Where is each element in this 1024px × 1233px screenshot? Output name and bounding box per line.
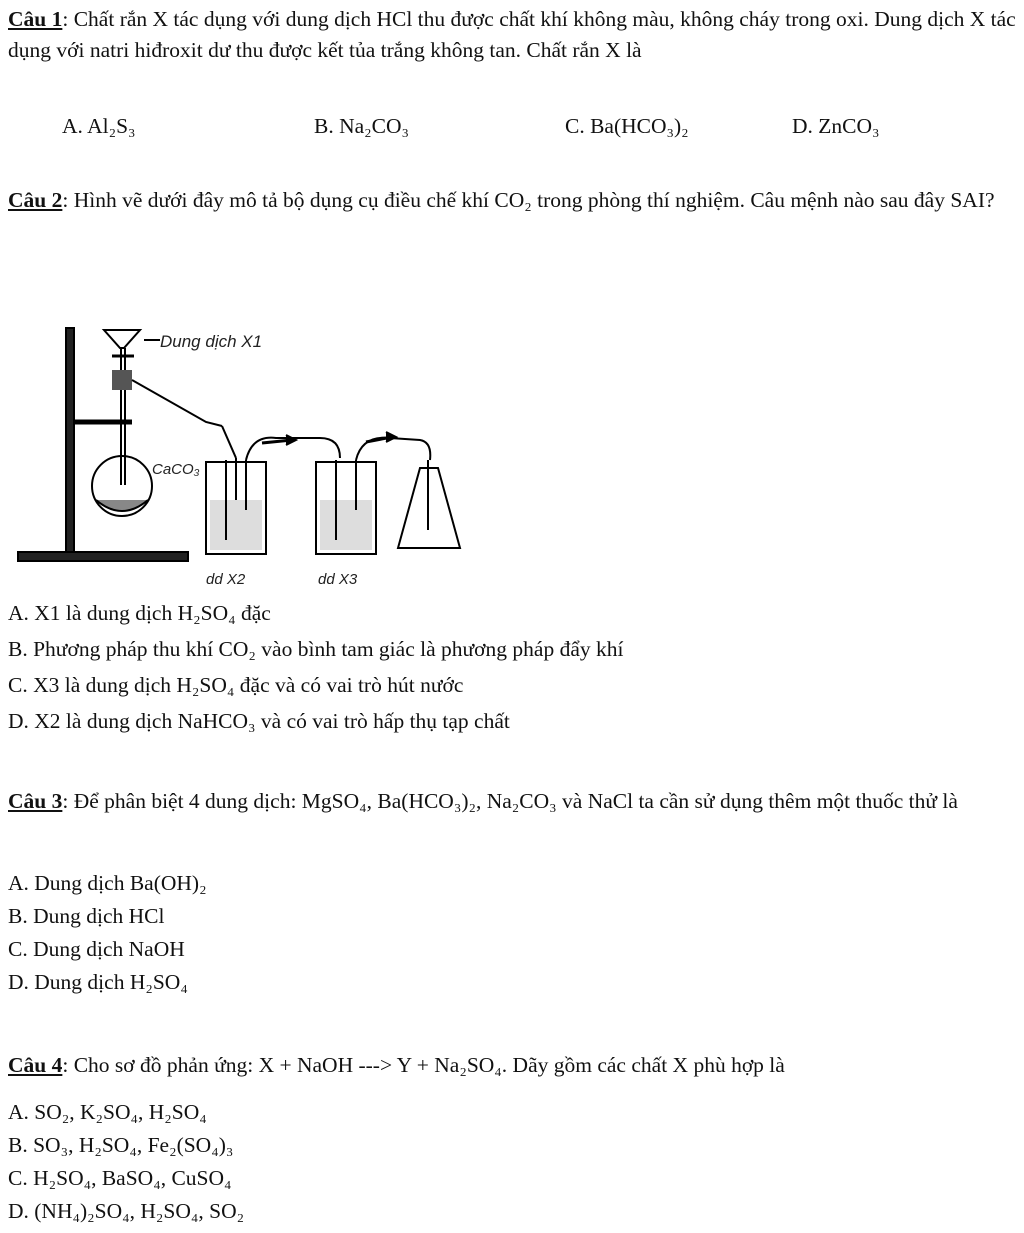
question-4-label: Câu 4 [8, 1053, 63, 1077]
stand-base [18, 552, 188, 561]
question-4-text: : Cho sơ đồ phản ứng: X + NaOH ---> Y + Na₂SO₄. Dãy gồm các chất X phù hợp là [62, 1053, 785, 1077]
label-x1: Dung dịch X1 [160, 332, 263, 351]
q4-option-b[interactable]: B. SO₃, H₂SO₄, Fe₂(SO₄)₃ [8, 1133, 234, 1157]
question-1-options [0, 111, 1024, 142]
q1-option-b[interactable]: B. Na₂CO₃ [314, 114, 410, 138]
q1-option-a[interactable]: A. Al₂S₃ [62, 114, 136, 138]
question-1-text: : Chất rắn X tác dụng với dung dịch HCl thu được chất khí không màu, không cháy trong oxi. Dung dịch X tác dụng với natri hiđroxit dư thu được kết tủa trắng không tan. Chất rắn X là [8, 7, 1016, 62]
q1-option-c[interactable]: C. Ba(HCO₃)₂ [565, 114, 689, 138]
q1-option-d[interactable]: D. ZnCO₃ [792, 114, 880, 138]
question-4 [8, 1050, 1016, 1081]
question-2 [8, 185, 1016, 216]
delivery-tube-1 [132, 380, 222, 426]
q4-option-a[interactable]: A. SO₂, K₂SO₄, H₂SO₄ [8, 1100, 207, 1124]
question-1 [8, 4, 1016, 66]
q2-option-a[interactable]: A. X1 là dung dịch H₂SO₄ đặc [8, 601, 271, 625]
q2-option-b[interactable]: B. Phương pháp thu khí CO₂ vào bình tam giác là phương pháp đẩy khí [8, 637, 624, 661]
q2-option-d[interactable]: D. X2 là dung dịch NaHCO₃ và có vai trò hấp thụ tạp chất [8, 709, 510, 733]
q3-option-a[interactable]: A. Dung dịch Ba(OH)₂ [8, 871, 207, 895]
question-3-label: Câu 3 [8, 789, 63, 813]
q3-option-c[interactable]: C. Dung dịch NaOH [8, 937, 185, 961]
label-x3: dd X3 [318, 571, 358, 588]
question-1-label: Câu 1 [8, 7, 63, 31]
q4-option-d[interactable]: D. (NH₄)₂SO₄, H₂SO₄, SO₂ [8, 1199, 245, 1223]
co2-apparatus-diagram [0, 300, 470, 600]
q2-option-c[interactable]: C. X3 là dung dịch H₂SO₄ đặc và có vai trò hút nước [8, 673, 464, 697]
stand-rod [66, 328, 74, 558]
question-3-text: : Để phân biệt 4 dung dịch: MgSO₄, Ba(HCO₃)₂, Na₂CO₃ và NaCl ta cần sử dụng thêm một thuốc thử là [62, 789, 958, 813]
q3-option-d[interactable]: D. Dung dịch H₂SO₄ [8, 970, 188, 994]
separatory-funnel [104, 330, 140, 348]
question-3 [8, 786, 1016, 817]
label-x2: dd X2 [206, 571, 246, 588]
flask-stopper [112, 370, 132, 390]
question-2-label: Câu 2 [8, 188, 63, 212]
q4-option-c[interactable]: C. H₂SO₄, BaSO₄, CuSO₄ [8, 1166, 232, 1190]
label-caco3: CaCO₃ [152, 461, 200, 478]
q3-option-b[interactable]: B. Dung dịch HCl [8, 904, 165, 928]
question-2-text: : Hình vẽ dưới đây mô tả bộ dụng cụ điều chế khí CO₂ trong phòng thí nghiệm. Câu mệnh nào sau đây SAI? [62, 188, 995, 212]
